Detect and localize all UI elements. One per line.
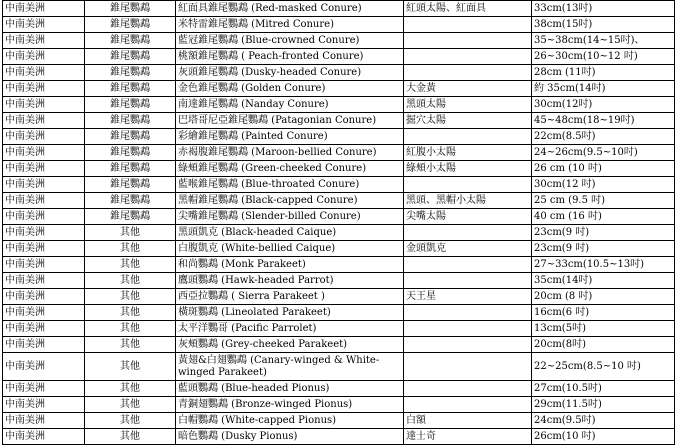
table-row <box>3 381 675 397</box>
alias-cell <box>404 225 532 241</box>
alias-cell <box>404 305 532 321</box>
table-row <box>3 65 675 81</box>
table-row <box>3 17 675 33</box>
table-row <box>3 161 675 177</box>
species-name-cell: 米特雷錐尾鸚鵡 (Mitred Conure) <box>176 17 404 33</box>
region-cell: 中南美洲 <box>3 289 85 305</box>
size-cell: 約 35cm(14吋) <box>532 81 675 97</box>
species-name-cell: 和尚鸚鵡 (Monk Parakeet) <box>176 257 404 273</box>
alias-cell: 掘穴太陽 <box>404 113 532 129</box>
alias-cell <box>404 17 532 33</box>
species-name-cell: 黃翅&白翅鸚鵡 (Canary-winged & White-winged Parakeet) <box>176 353 404 381</box>
alias-cell <box>404 257 532 273</box>
size-cell: 28cm (11吋) <box>532 65 675 81</box>
region-cell: 中南美洲 <box>3 193 85 209</box>
region-cell: 中南美洲 <box>3 177 85 193</box>
alias-cell: 金頭凱克 <box>404 241 532 257</box>
genus-cell: 其他 <box>85 429 176 445</box>
genus-cell: 錐尾鸚鵡 <box>85 209 176 225</box>
species-name-cell: 金色錐尾鸚鵡 (Golden Conure) <box>176 81 404 97</box>
region-cell: 中南美洲 <box>3 353 85 381</box>
species-name-cell: 橫斑鸚鵡 (Lineolated Parakeet) <box>176 305 404 321</box>
alias-cell <box>404 49 532 65</box>
table-row <box>3 289 675 305</box>
region-cell: 中南美洲 <box>3 225 85 241</box>
size-cell: 26~30cm(10~12 吋) <box>532 49 675 65</box>
table-row <box>3 225 675 241</box>
size-cell: 24~26cm(9.5~10吋) <box>532 145 675 161</box>
species-name-cell: 太平洋鸚哥 (Pacific Parrolet) <box>176 321 404 337</box>
region-cell: 中南美洲 <box>3 429 85 445</box>
genus-cell: 其他 <box>85 353 176 381</box>
alias-cell: 黑頭太陽 <box>404 97 532 113</box>
genus-cell: 其他 <box>85 337 176 353</box>
size-cell: 26 cm (10 吋) <box>532 161 675 177</box>
size-cell: 20cm (8 吋) <box>532 289 675 305</box>
table-row <box>3 337 675 353</box>
species-name-cell: 尖嘴錐尾鸚鵡 (Slender-billed Conure) <box>176 209 404 225</box>
genus-cell: 其他 <box>85 241 176 257</box>
genus-cell: 其他 <box>85 225 176 241</box>
table-row <box>3 429 675 445</box>
species-name-cell: 彩繪錐尾鸚鵡 (Painted Conure) <box>176 129 404 145</box>
region-cell: 中南美洲 <box>3 337 85 353</box>
size-cell: 38cm(15吋) <box>532 17 675 33</box>
alias-cell <box>404 65 532 81</box>
genus-cell: 錐尾鸚鵡 <box>85 161 176 177</box>
alias-cell: 白額 <box>404 413 532 429</box>
species-name-cell: 綠頰錐尾鸚鵡 (Green-cheeked Conure) <box>176 161 404 177</box>
region-cell: 中南美洲 <box>3 1 85 17</box>
table-row <box>3 241 675 257</box>
alias-cell: 達士奇 <box>404 429 532 445</box>
alias-cell <box>404 321 532 337</box>
table-row <box>3 49 675 65</box>
genus-cell: 錐尾鸚鵡 <box>85 33 176 49</box>
alias-cell: 綠頰小太陽 <box>404 161 532 177</box>
genus-cell: 錐尾鸚鵡 <box>85 1 176 17</box>
size-cell: 27~33cm(10.5~13吋) <box>532 257 675 273</box>
region-cell: 中南美洲 <box>3 49 85 65</box>
species-name-cell: 黑帽錐尾鸚鵡 (Black-capped Conure) <box>176 193 404 209</box>
genus-cell: 其他 <box>85 397 176 413</box>
genus-cell: 錐尾鸚鵡 <box>85 177 176 193</box>
species-name-cell: 灰頭錐尾鸚鵡 (Dusky-headed Conure) <box>176 65 404 81</box>
size-cell: 22~25cm(8.5~10 吋) <box>532 353 675 381</box>
region-cell: 中南美洲 <box>3 397 85 413</box>
species-name-cell: 藍喉錐尾鸚鵡 (Blue-throated Conure) <box>176 177 404 193</box>
table-row <box>3 1 675 17</box>
region-cell: 中南美洲 <box>3 113 85 129</box>
table-row <box>3 273 675 289</box>
table-row <box>3 353 675 381</box>
table-row <box>3 97 675 113</box>
table-row <box>3 81 675 97</box>
size-cell: 35cm(14吋) <box>532 273 675 289</box>
genus-cell: 錐尾鸚鵡 <box>85 97 176 113</box>
genus-cell: 其他 <box>85 257 176 273</box>
table-row <box>3 257 675 273</box>
table-row <box>3 113 675 129</box>
species-name-cell: 黑頭凱克 (Black-headed Caique) <box>176 225 404 241</box>
region-cell: 中南美洲 <box>3 17 85 33</box>
region-cell: 中南美洲 <box>3 241 85 257</box>
genus-cell: 其他 <box>85 381 176 397</box>
region-cell: 中南美洲 <box>3 209 85 225</box>
size-cell: 23cm(9 吋) <box>532 225 675 241</box>
size-cell: 23cm(9 吋) <box>532 241 675 257</box>
region-cell: 中南美洲 <box>3 97 85 113</box>
genus-cell: 其他 <box>85 321 176 337</box>
region-cell: 中南美洲 <box>3 65 85 81</box>
genus-cell: 其他 <box>85 413 176 429</box>
species-name-cell: 灰頰鸚鵡 (Grey-cheeked Parakeet) <box>176 337 404 353</box>
genus-cell: 錐尾鸚鵡 <box>85 145 176 161</box>
region-cell: 中南美洲 <box>3 305 85 321</box>
genus-cell: 錐尾鸚鵡 <box>85 17 176 33</box>
size-cell: 35~38cm(14~15吋)、 <box>532 33 675 49</box>
genus-cell: 錐尾鸚鵡 <box>85 193 176 209</box>
species-name-cell: 西亞拉鸚鵡 ( Sierra Parakeet ) <box>176 289 404 305</box>
table-row <box>3 177 675 193</box>
species-name-cell: 巴塔哥尼亞錐尾鸚鵡 (Patagonian Conure) <box>176 113 404 129</box>
size-cell: 26cm(10 吋) <box>532 429 675 445</box>
species-name-cell: 藍冠錐尾鸚鵡 (Blue-crowned Conure) <box>176 33 404 49</box>
alias-cell: 黑頭、黑帽小太陽 <box>404 193 532 209</box>
alias-cell <box>404 177 532 193</box>
parrot-species-table <box>2 0 675 445</box>
species-name-cell: 藍頭鸚鵡 (Blue-headed Pionus) <box>176 381 404 397</box>
species-name-cell: 赤褐腹錐尾鸚鵡 (Maroon-bellied Conure) <box>176 145 404 161</box>
species-name-cell: 南達錐尾鸚鵡 (Nanday Conure) <box>176 97 404 113</box>
alias-cell: 紅腹小太陽 <box>404 145 532 161</box>
size-cell: 22cm(8.5吋) <box>532 129 675 145</box>
size-cell: 24cm(9.5吋) <box>532 413 675 429</box>
table-row <box>3 145 675 161</box>
region-cell: 中南美洲 <box>3 33 85 49</box>
genus-cell: 其他 <box>85 289 176 305</box>
alias-cell <box>404 129 532 145</box>
alias-cell <box>404 273 532 289</box>
alias-cell <box>404 381 532 397</box>
region-cell: 中南美洲 <box>3 413 85 429</box>
table-body <box>3 1 675 445</box>
table-row <box>3 397 675 413</box>
alias-cell: 紅頭太陽、紅面具 <box>404 1 532 17</box>
alias-cell <box>404 33 532 49</box>
alias-cell <box>404 337 532 353</box>
region-cell: 中南美洲 <box>3 381 85 397</box>
size-cell: 25 cm (9.5 吋) <box>532 193 675 209</box>
species-name-cell: 桃額錐尾鸚鵡 ( Peach-fronted Conure) <box>176 49 404 65</box>
size-cell: 33cm(13吋) <box>532 1 675 17</box>
alias-cell: 大金黃 <box>404 81 532 97</box>
genus-cell: 其他 <box>85 305 176 321</box>
species-name-cell: 鷹頭鸚鵡 (Hawk-headed Parrot) <box>176 273 404 289</box>
region-cell: 中南美洲 <box>3 145 85 161</box>
species-name-cell: 白帽鸚鵡 (White-capped Pionus) <box>176 413 404 429</box>
size-cell: 27cm(10.5吋) <box>532 381 675 397</box>
genus-cell: 其他 <box>85 273 176 289</box>
alias-cell <box>404 353 532 381</box>
species-name-cell: 紅面具錐尾鸚鵡 (Red-masked Conure) <box>176 1 404 17</box>
region-cell: 中南美洲 <box>3 81 85 97</box>
table-row <box>3 413 675 429</box>
size-cell: 29cm(11.5吋) <box>532 397 675 413</box>
genus-cell: 錐尾鸚鵡 <box>85 65 176 81</box>
species-name-cell: 白腹凱克 (White-bellied Caique) <box>176 241 404 257</box>
size-cell: 20cm(8吋) <box>532 337 675 353</box>
alias-cell: 天王星 <box>404 289 532 305</box>
size-cell: 30cm(12吋) <box>532 97 675 113</box>
region-cell: 中南美洲 <box>3 321 85 337</box>
genus-cell: 錐尾鸚鵡 <box>85 129 176 145</box>
table-row <box>3 321 675 337</box>
table-row <box>3 129 675 145</box>
size-cell: 16cm(6 吋) <box>532 305 675 321</box>
size-cell: 30cm(12 吋) <box>532 177 675 193</box>
table-row <box>3 193 675 209</box>
region-cell: 中南美洲 <box>3 257 85 273</box>
alias-cell: 尖嘴太陽 <box>404 209 532 225</box>
size-cell: 40 cm (16 吋) <box>532 209 675 225</box>
region-cell: 中南美洲 <box>3 129 85 145</box>
size-cell: 13cm(5吋) <box>532 321 675 337</box>
table-row <box>3 33 675 49</box>
table-row <box>3 305 675 321</box>
region-cell: 中南美洲 <box>3 273 85 289</box>
alias-cell <box>404 397 532 413</box>
genus-cell: 錐尾鸚鵡 <box>85 81 176 97</box>
table-row <box>3 209 675 225</box>
region-cell: 中南美洲 <box>3 161 85 177</box>
species-name-cell: 青銅翅鸚鵡 (Bronze-winged Pionus) <box>176 397 404 413</box>
size-cell: 45~48cm(18~19吋) <box>532 113 675 129</box>
genus-cell: 錐尾鸚鵡 <box>85 49 176 65</box>
species-name-cell: 暗色鸚鵡 (Dusky Pionus) <box>176 429 404 445</box>
genus-cell: 錐尾鸚鵡 <box>85 113 176 129</box>
